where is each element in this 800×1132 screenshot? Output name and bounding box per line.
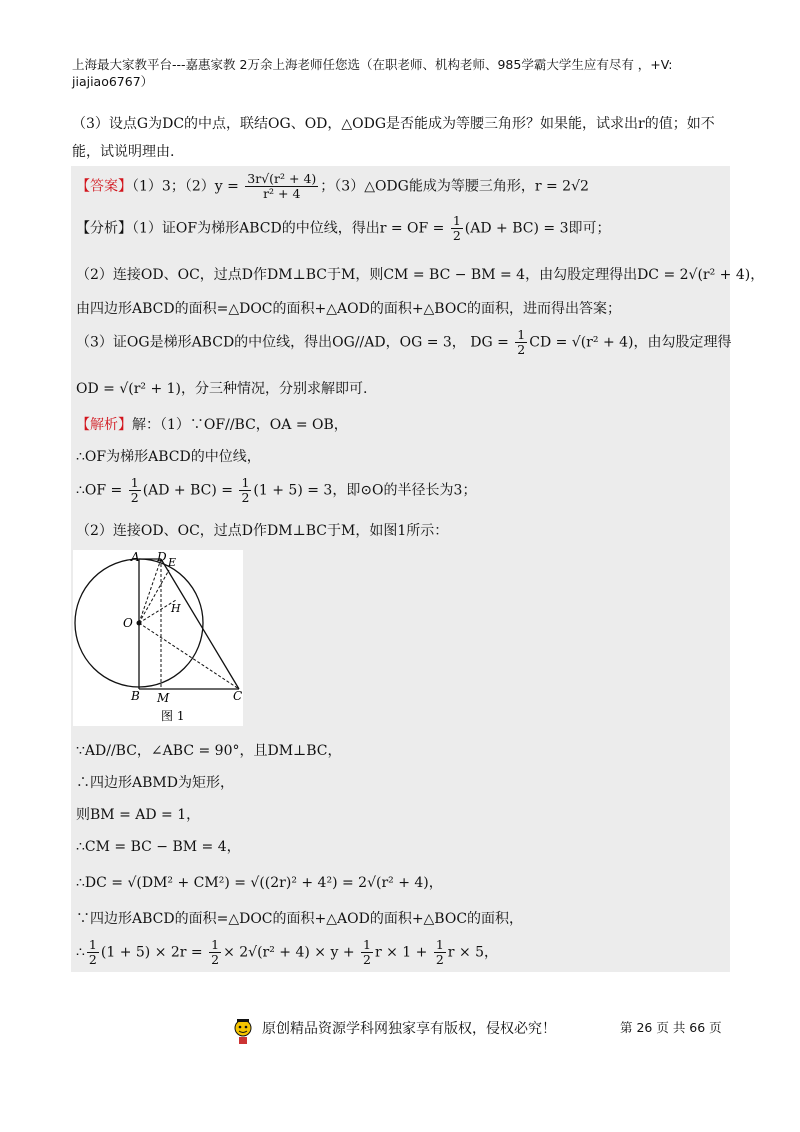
analysis-line-2: （2）连接OD、OC，过点D作DM⊥BC于M，则CM = BC − BM = 4，由勾股定理得出DC = 2√(r² + 4)， xyxy=(76,267,765,283)
figure-1 xyxy=(73,550,243,726)
frac-den: 2 xyxy=(211,952,220,967)
fraction-half xyxy=(209,938,221,967)
fraction-half xyxy=(451,214,463,243)
frac-den: 2 xyxy=(517,342,526,357)
answer-tag: 【答案】 xyxy=(76,178,132,195)
solution-text-11a: ∴ xyxy=(76,944,85,961)
solution-text-11e: r × 5， xyxy=(447,944,499,961)
header-line-2: jiajiao6767） xyxy=(72,74,154,89)
solution-line-8: ∴CM = BC − BM = 4， xyxy=(76,839,241,855)
analysis-line-3: 由四边形ABCD的面积=△DOC的面积+△AOD的面积+△BOC的面积，进而得出答案； xyxy=(76,301,622,317)
solution-text-3c: (1 + 5) = 3，即⊙O的半径长为3； xyxy=(253,482,477,499)
frac-num: 1 xyxy=(130,475,139,490)
answer-line xyxy=(76,172,589,201)
footer-text: 原创精品资源学科网独家享有版权，侵权必究！ xyxy=(262,1021,556,1037)
analysis-text-1b: (AD + BC) = 3即可； xyxy=(464,220,611,237)
label-h: H xyxy=(171,602,181,615)
solution-text-3b: (AD + BC) = xyxy=(142,482,238,499)
solution-line-4: （2）连接OD、OC，过点D作DM⊥BC于M，如图1所示： xyxy=(76,523,449,539)
solution-line-3 xyxy=(76,476,476,505)
solution-line-6: ∴四边形ABMD为矩形， xyxy=(76,775,234,791)
solution-line-7: 则BM = AD = 1， xyxy=(76,807,201,823)
answer-fraction xyxy=(245,172,318,201)
frac-den: 2 xyxy=(130,490,139,505)
label-c: C xyxy=(233,689,243,703)
fraction-half xyxy=(239,476,251,505)
analysis-text-4b: CD = √(r² + 4)，由勾股定理得 xyxy=(529,334,732,351)
solution-tag: 【解析】 xyxy=(76,417,132,433)
frac-num: 1 xyxy=(517,327,526,342)
fraction-half xyxy=(361,938,373,967)
header-line-1: 上海最大家教平台---嘉惠家教 2万余上海老师任您选（在职老师、机构老师、985学霸大学生应有尽有 ，+V: xyxy=(72,57,673,72)
solution-line-5: ∵AD//BC，∠ABC = 90°，且DM⊥BC， xyxy=(76,743,342,759)
frac-num: 1 xyxy=(211,937,220,952)
frac-num: 1 xyxy=(241,475,250,490)
page-header xyxy=(72,56,752,90)
label-m: M xyxy=(157,691,170,705)
fraction-half xyxy=(129,476,141,505)
point-o xyxy=(137,621,142,626)
answer-part2: ；（3）△ODG能成为等腰三角形，r = 2√2 xyxy=(320,178,589,195)
analysis-line-4 xyxy=(76,328,732,357)
label-b: B xyxy=(131,689,140,703)
analysis-line-1 xyxy=(76,214,610,243)
frac-num: 1 xyxy=(435,937,444,952)
solution-text-11b: (1 + 5) × 2r = xyxy=(100,944,208,961)
analysis-tag: 【分析】 xyxy=(76,220,132,237)
label-d: D xyxy=(157,550,167,564)
analysis-line-5: OD = √(r² + 1)，分三种情况，分别求解即可. xyxy=(76,381,368,397)
label-o: O xyxy=(123,616,133,630)
figure-caption: 图 1 xyxy=(161,709,185,723)
solution-line-2: ∴OF为梯形ABCD的中位线， xyxy=(76,449,261,465)
fraction-half xyxy=(515,328,527,357)
frac-den: 2 xyxy=(363,952,371,967)
solution-text-1: 解：（1）∵OF//BC，OA = OB， xyxy=(132,417,348,433)
answer-frac-den: r² + 4 xyxy=(263,186,301,201)
page-number: 第 26 页 共 66 页 xyxy=(620,1020,722,1035)
footer-copyright xyxy=(240,1018,556,1038)
frac-num: 1 xyxy=(452,213,461,228)
solution-text-11d: r × 1 + xyxy=(374,944,432,961)
solution-line-9: ∴DC = √(DM² + CM²) = √((2r)² + 4²) = 2√(r² + 4)， xyxy=(76,875,443,891)
segment-dc xyxy=(161,559,239,689)
segment-oc xyxy=(139,623,239,689)
analysis-text-1a: （1）证OF为梯形ABCD的中位线，得出r = OF = xyxy=(132,220,449,237)
frac-den: 2 xyxy=(435,952,444,967)
segment-od xyxy=(139,559,161,623)
solution-line-1 xyxy=(76,414,348,434)
frac-den: 2 xyxy=(452,228,461,243)
label-e: E xyxy=(168,556,177,569)
frac-num: 1 xyxy=(88,937,97,952)
label-a: A xyxy=(131,550,140,564)
frac-den: 2 xyxy=(241,490,250,505)
solution-line-11 xyxy=(76,938,498,967)
fraction-half xyxy=(87,938,99,967)
frac-num: 1 xyxy=(363,937,371,952)
solution-text-11c: × 2√(r² + 4) × y + xyxy=(223,944,360,961)
frac-den: 2 xyxy=(88,952,97,967)
question-3: （3）设点G为DC的中点，联结OG、OD，△ODG是否能成为等腰三角形？如果能，试求出r的值；如不能，试说明理由. xyxy=(72,116,715,160)
solution-text-3a: ∴OF = xyxy=(76,482,127,499)
fraction-half xyxy=(434,938,446,967)
solution-line-10: ∵四边形ABCD的面积=△DOC的面积+△AOD的面积+△BOC的面积， xyxy=(76,911,524,927)
answer-frac-num: 3r√(r² + 4) xyxy=(247,171,317,186)
geometry-figure xyxy=(73,550,243,726)
analysis-text-4a: （3）证OG是梯形ABCD的中位线，得出OG//AD，OG = 3， DG = xyxy=(76,334,514,351)
answer-part1: （1）3；（2）y = xyxy=(132,178,244,195)
